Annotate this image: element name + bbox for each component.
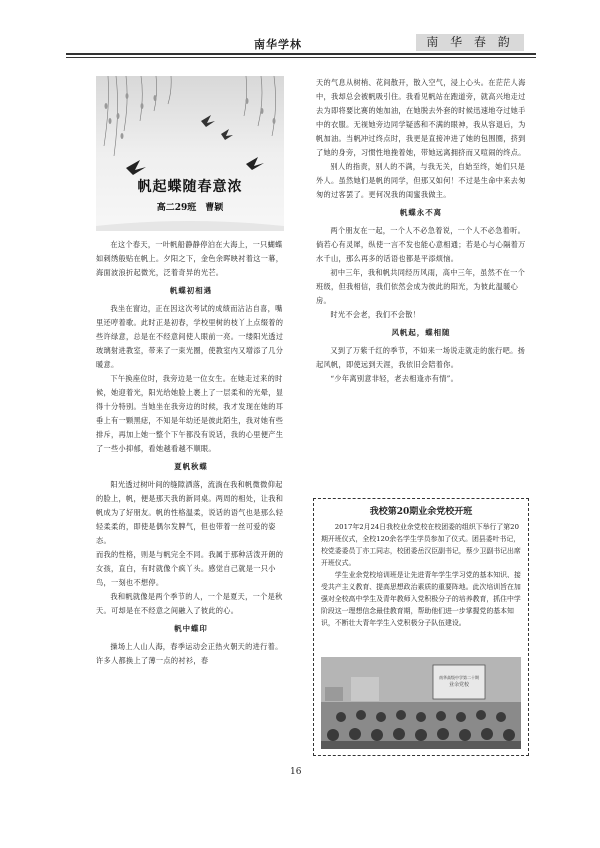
paragraph: 我和帆就像是两个季节的人，一个是夏天，一个是秋天。可却是在不经意之间融入了彼此的心。 [96, 592, 283, 615]
left-column [96, 238, 286, 668]
article-title: 帆起蝶随春意浓 [137, 179, 243, 195]
section-title: 帆中蝶印 [174, 624, 208, 633]
screen-text: 南华高级中学第二十期 [439, 675, 479, 680]
paragraph: 阳光透过树叶间的缝隙洒落，流淌在我和帆微微仰起的脸上，帆，便是那天我的新同桌。两周的相处，让我和帆成为了好朋友。帆的性格温柔，说话的语气也是那么轻轻柔柔的，即使是偶尔发脾气，但也带着一丝可爱的姿态。 [96, 480, 284, 545]
section-title: 夏帆秋蝶 [174, 462, 208, 471]
paragraph: 初中三年，我和帆共同经历风雨，高中三年，虽然不在一个班级，但我相信，我们依然会成为彼此的阳光，为彼此温暖心房。 [316, 268, 526, 305]
paragraph: 而我的性格，则是与帆完全不同。我属于那种活泼开朗的女孩，直白，有时就像个疯丫头。感觉自己就是一只小鸟，一刻也不想停。 [96, 550, 284, 587]
quote: “少年离别意非轻，老去相逢亦有情”。 [330, 374, 459, 383]
section-title: 帆蝶永不离 [400, 208, 442, 217]
news-photo [321, 657, 521, 749]
right-column [316, 76, 526, 386]
header-rule-thin [66, 57, 536, 58]
section-title: 风帆起，蝶相随 [391, 328, 451, 337]
paragraph: 又到了万紫千红的季节，不如来一场说走就走的旅行吧。扬起风帆，即使远到天涯，我依旧会陪着你。 [316, 346, 526, 369]
header-magazine-name: 南华学林 [254, 38, 302, 51]
news-title: 我校第20期业余党校开班 [369, 507, 473, 517]
news-body [321, 521, 521, 629]
hero-image [96, 76, 284, 231]
page-number: 16 [290, 767, 302, 777]
intro-paragraph: 在这个春天，一叶帆船静静停泊在大海上，一只蝴蝶如刺绣般贴在帆上。夕阳之下，金色余晖映衬着这一幕，海面波浪折起微光，泛着奇异的光芒。 [96, 240, 284, 277]
news-box [313, 498, 529, 756]
paragraph: 操场上人山人海，春季运动会正热火朝天的进行着。许多人都换上了薄一点的衬衫，春 [96, 642, 283, 665]
paragraph: 学生业余党校培训班是让先进青年学生学习党的基本知识、接受共产主义教育、提高思想政治素质的重要阵地。此次培训旨在加强对全校高中学生及青年教师入党积极分子的培养教育，抓住中学阶段这一理想信念最佳教育期，帮助他们进一步掌握党的基本知识，不断壮大青年学生入党积极分子队伍建设。 [321, 571, 521, 627]
article-byline: 高二29班 曹颖 [156, 203, 224, 213]
paragraph: 时光不会老，我们不会散！ [330, 310, 421, 319]
paragraph: 两个朋友在一起，一个人不必急着说，一个人不必急着听。倘若心有灵犀，纵使一言不发也能心意相通；若是心与心隔着万水千山，那么再多的话语也都是平添烦恼。 [316, 226, 526, 263]
header-column-name: 南 华 春 韵 [416, 34, 524, 51]
paragraph: 天的气息从树梢、花间散开，散入空气，浸上心头。在茫茫人海中，我却总会被帆吸引住。我看见帆站在跑道旁，就高兴地走过去为即将要比赛的她加油，在她脱去外套的时候迅速地夺过她手中的衣服。无视她旁边同学疑惑和不满的眼神，我从容退后，为帆加油。当帆冲过终点时，我更是直接冲进了她的包围圈，挤到了她的身旁，习惯性地挽着她，带她远离拥挤而又喧闹的终点。 [316, 78, 526, 157]
header-rule [66, 53, 536, 55]
classroom-photo [321, 657, 521, 749]
paragraph: 我坐在窗边，正在因这次考试的成绩而沾沾自喜，嘴里还哼着歌。此时正是初春，学校里树的枝丫上点缀着的些许绿意，总是在不经意间使人眼前一亮。一缕阳光透过玻璃射进教室，带来了一束光圈，使教室内又增添了几分暖意。 [96, 304, 284, 369]
paragraph: 2017年2月24日我校业余党校在校团委的组织下举行了第20期开班仪式，全校120余名学生学员参加了仪式。团县委叶书记，校党委委员丁亦工同志，校团委岳汉臣副书记，蔡少卫副书记出席开班仪式。 [321, 523, 521, 567]
screen-text: 业余党校 [448, 682, 470, 688]
paragraph: 别人的指责，别人的不满，与我无关，自始至终，她们只是外人。虽然她们是帆的同学，但那又如何！不过是生命中来去匆匆的过客罢了。更何况我的闺蜜我做主。 [316, 162, 526, 199]
paragraph: 下午换座位时，我旁边是一位女生。在她走过来的时候，她迎着光，阳光给她脸上裹上了一层柔和的光晕，显得十分特别。当她坐在我旁边的时候，我才发现在她的耳垂上有一颗黑痣，不知是年幼还是彼此陌生，我对她有些排斥，再加上她一整个下午都没有说话，我的心里便产生了一些小抑郁，看她越看越不顺眼。 [96, 374, 284, 453]
section-title: 帆蝶初相遇 [170, 286, 212, 295]
